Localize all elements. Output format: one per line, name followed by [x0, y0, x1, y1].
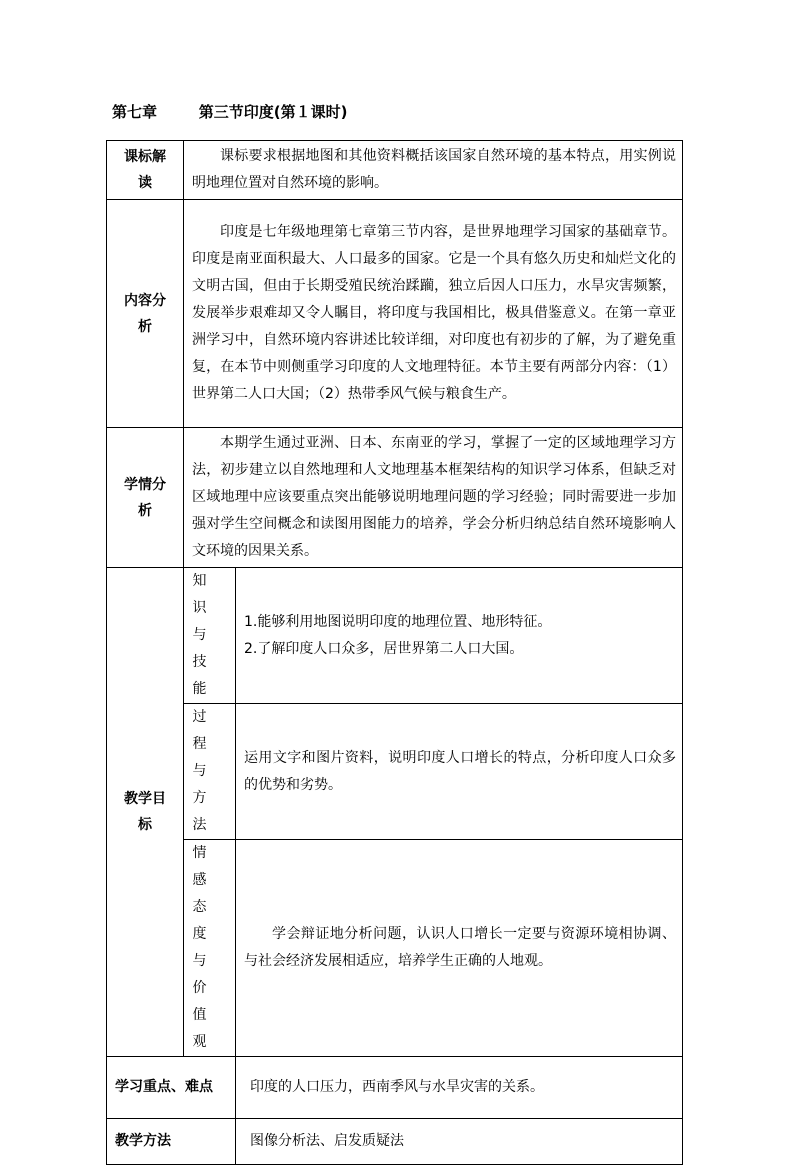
keypoints-row	[107, 1057, 683, 1119]
chapter-title: 第七章	[112, 103, 158, 121]
methods-text: 图像分析法、启发质疑法	[236, 1119, 683, 1165]
methods-row	[107, 1119, 683, 1165]
goals-label: 教学目标	[124, 791, 166, 833]
section-title: 第三节印度(第１课时)	[198, 103, 348, 121]
process-label-cell	[184, 704, 236, 840]
knowledge-item: 1.能够利用地图说明印度的地理位置、地形特征。	[244, 613, 552, 630]
students-row	[107, 428, 683, 568]
curriculum-row	[107, 141, 683, 200]
content-text: 印度是七年级地理第七章第三节内容，是世界地理学习国家的基础章节。印度是南亚面积最大、人口最多的国家。它是一个具有悠久历史和灿烂文化的文明古国，但由于长期受殖民统治蹂躏，独立后因人口压力，水旱灾害频繁，发展举步艰难却又令人瞩目，将印度与我国相比，极具借鉴意义。在第一章亚洲学习中，自然环境内容讲述比较详细，对印度也有初步的了解，为了避免重复，在本节中则侧重学习印度的人文地理特征。本节主要有两部分内容：（1）世界第二人口大国；（2）热带季风气候与粮食生产。	[184, 200, 683, 428]
process-text: 运用文字和图片资料，说明印度人口增长的特点，分析印度人口众多的优势和劣势。	[236, 704, 683, 840]
page-title	[112, 101, 348, 122]
lesson-plan-table	[106, 140, 683, 1165]
attitude-label: 情感态度与价值观	[192, 845, 215, 1050]
methods-label: 教学方法	[107, 1119, 236, 1165]
knowledge-items	[236, 568, 683, 704]
knowledge-label: 知识与技能	[192, 573, 215, 697]
goal-knowledge-row	[107, 568, 683, 704]
curriculum-text: 课标要求根据地图和其他资料概括该国家自然环境的基本特点，用实例说明地理位置对自然环境的影响。	[184, 141, 683, 200]
curriculum-label-cell	[107, 141, 184, 200]
curriculum-label: 课标解读	[124, 149, 166, 191]
keypoints-text: 印度的人口压力，西南季风与水旱灾害的关系。	[236, 1057, 683, 1119]
content-row	[107, 200, 683, 428]
goal-attitude-row	[107, 840, 683, 1057]
attitude-label-cell	[184, 840, 236, 1057]
attitude-text: 学会辩证地分析问题，认识人口增长一定要与资源环境相协调、与社会经济发展相适应，培养学生正确的人地观。	[236, 840, 683, 1057]
knowledge-item: 2.了解印度人口众多，居世界第二人口大国。	[244, 640, 524, 657]
goals-label-cell	[107, 568, 184, 1057]
content-label: 内容分析	[124, 292, 166, 335]
content-label-cell	[107, 200, 184, 428]
keypoints-label: 学习重点、难点	[107, 1057, 236, 1119]
students-label: 学情分析	[124, 476, 166, 519]
goal-process-row	[107, 704, 683, 840]
knowledge-label-cell	[184, 568, 236, 704]
students-text: 本期学生通过亚洲、日本、东南亚的学习，掌握了一定的区域地理学习方法，初步建立以自然地理和人文地理基本框架结构的知识学习体系，但缺乏对区域地理中应该要重点突出能够说明地理问题的学习经验；同时需要进一步加强对学生空间概念和读图用图能力的培养，学会分析归纳总结自然环境影响人文环境的因果关系。	[184, 428, 683, 568]
process-label: 过程与方法	[192, 709, 215, 833]
students-label-cell	[107, 428, 184, 568]
